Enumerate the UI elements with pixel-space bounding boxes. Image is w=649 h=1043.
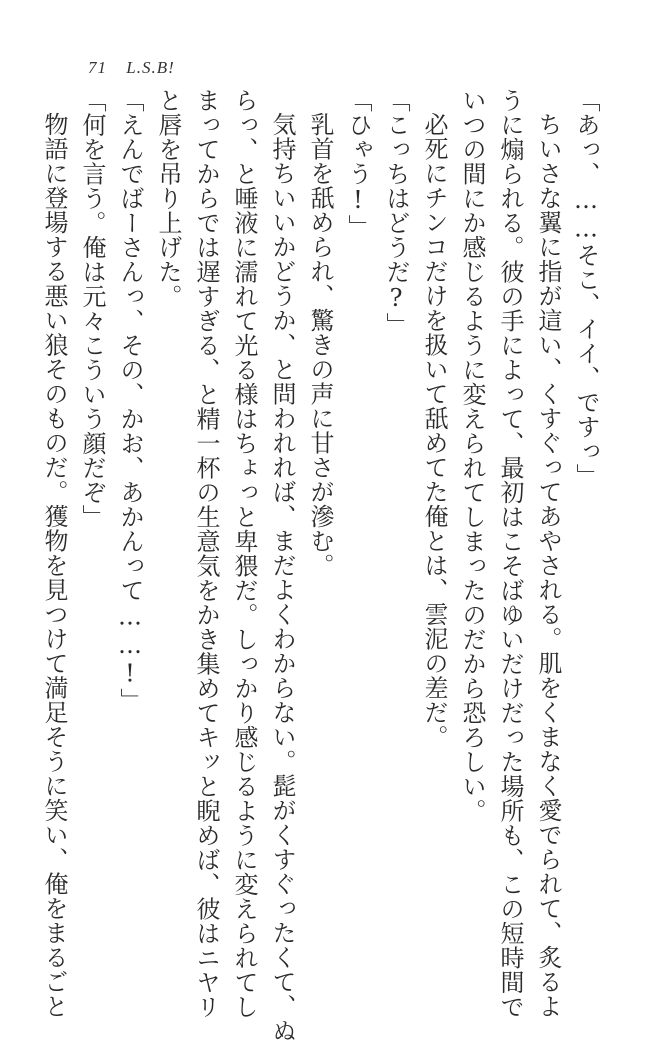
text-line: まってからでは遅すぎる、と精一杯の生意気をかき集めてキッと睨めば、彼はニヤリ — [192, 88, 220, 1019]
text-line: と唇を吊り上げた。 — [154, 88, 182, 309]
text-line: 物語に登場する悪い狼そのものだ。獲物を見つけて満足そうに笑い、俺をまるごと — [40, 112, 68, 1019]
page-header — [88, 58, 175, 78]
text-line: 「えんでばーさんっ、その、かお、あかんって……!」 — [116, 88, 144, 713]
running-title: L.S.B! — [126, 58, 175, 77]
text-line: 「ひゃう!」 — [344, 88, 372, 239]
text-line: うに煽られる。彼の手によって、最初はこそばゆいだけだった場所も、この短時間で — [496, 88, 524, 1019]
text-line: いつの間にか感じるように変えられてしまったのだから恐ろしい。 — [458, 88, 486, 823]
text-line: 「何を言う。俺は元々こういう顔だぞ」 — [78, 88, 106, 529]
page-number: 71 — [88, 58, 107, 77]
text-line: ちいさな翼に指が這い、くすぐってあやされる。肌をくまなく愛でられて、炙るよ — [534, 112, 562, 1019]
text-line: 必死にチンコだけを扱いて舐めてた俺とは、雲泥の差だ。 — [420, 112, 448, 749]
body-text — [40, 88, 605, 1043]
text-line: らっ、と唾液に濡れて光る様はちょっと卑猥だ。しっかり感じるように変えられてし — [230, 88, 258, 1019]
text-line: 乳首を舐められ、驚きの声に甘さが滲む。 — [306, 112, 334, 578]
text-line: 気持ちいいかどうか、と問われれば、まだよくわからない。髭がくすぐったくて、ぬ — [268, 112, 296, 1043]
text-line: 「あっ、……そこ、イイ、ですっ」 — [572, 88, 600, 488]
text-line: 「こっちはどうだ?」 — [382, 88, 410, 337]
